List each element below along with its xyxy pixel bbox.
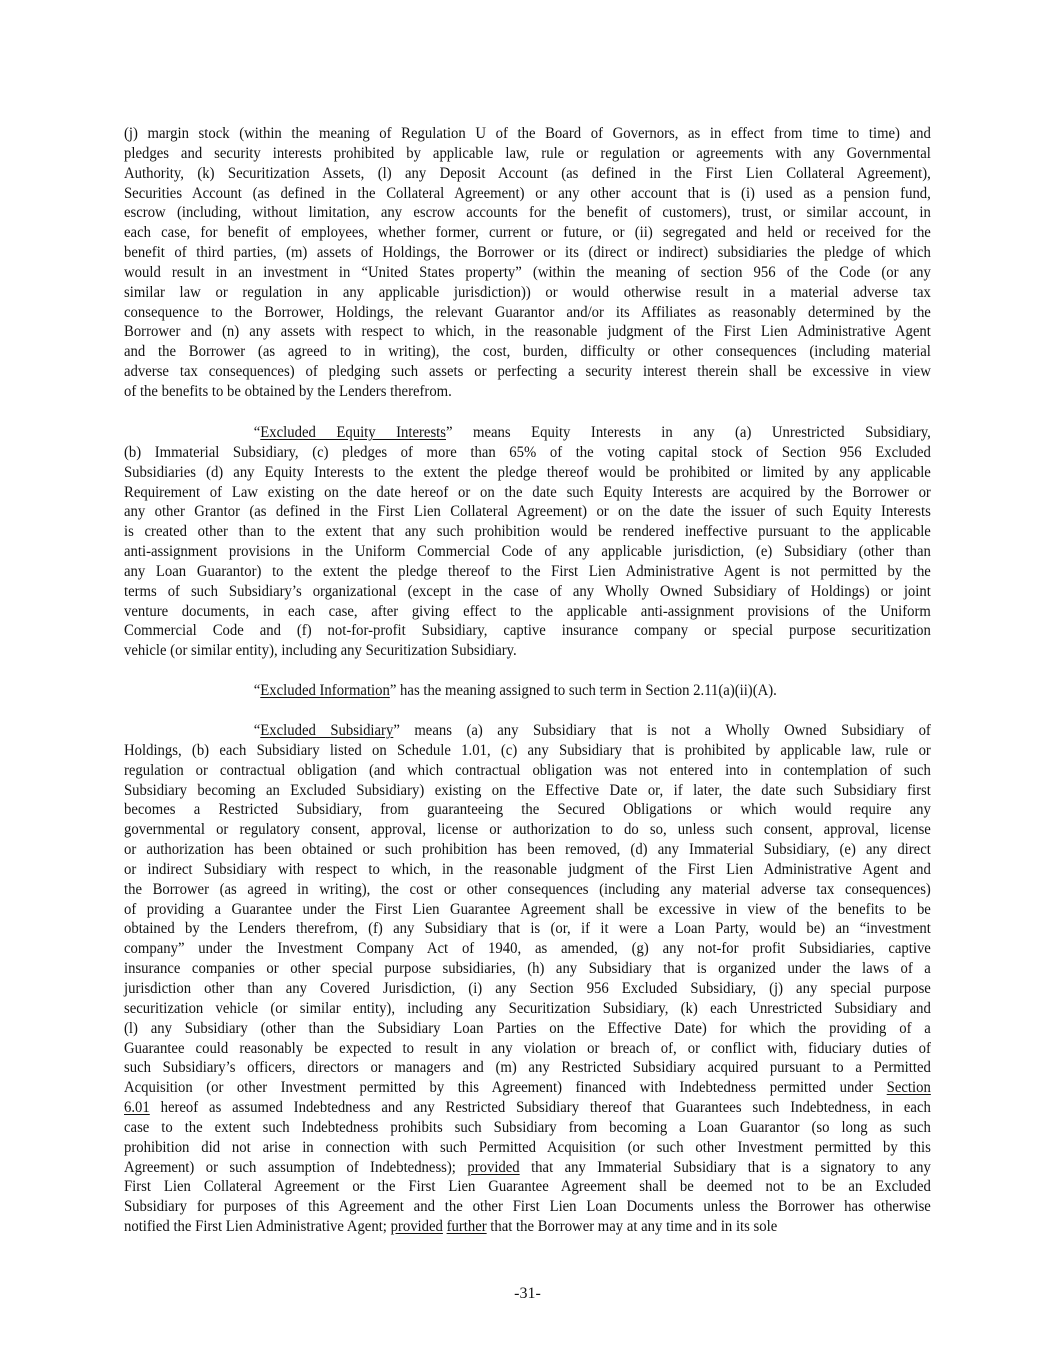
text-line	[124, 880, 931, 900]
text-run: vehicle (or similar entity), including any Securitization Subsidiary.	[124, 642, 517, 660]
underlined-term: Excluded Information	[260, 682, 390, 699]
text-line	[124, 1098, 931, 1118]
text-line	[124, 223, 931, 243]
text-run: venture documents, in each case, after giving effect to the applicable anti-assignment provisions of the Uniform	[124, 602, 931, 620]
text-run: any other Grantor (as defined in the First Lien Collateral Agreement) or on the date the issuer of such Equity Interests	[124, 503, 931, 521]
text-line	[124, 781, 931, 801]
underlined-term: further	[446, 1218, 487, 1236]
text-run: would result in an investment in “United States property” (within the meaning of section 956 of the Code (or any	[124, 263, 931, 281]
text-line	[124, 203, 931, 223]
text-run: Subsidiary for purposes of this Agreement and the other First Lien Loan Documents unless the Borrower has otherwise	[124, 1198, 931, 1216]
text-run: jurisdiction other than any Covered Jurisdiction, (i) any Section 956 Excluded Subsidiary, (j) any special purpose	[124, 979, 931, 997]
text-line	[124, 124, 931, 144]
underlined-term: provided	[467, 1158, 520, 1176]
text-run: insurance companies or other special purpose subsidiaries, (h) any Subsidiary that is organized under the laws of a	[124, 960, 931, 978]
text-run: regulation or contractual obligation (and which contractual obligation was not entered into in contemplation of such	[124, 761, 931, 779]
underlined-term: provided	[390, 1218, 443, 1236]
text-run: Guarantee could reasonably be expected to result in any violation or breach of, or conflict with, fiduciary duties of	[124, 1039, 931, 1057]
text-run: that any Immaterial Subsidiary that is a signatory to any	[519, 1158, 931, 1176]
text-line	[124, 820, 931, 840]
text-run: any Loan Guarantor) to the extent the pledge thereof to the First Lien Administrative Agent is not permitted by the	[124, 562, 931, 580]
text-run: such Subsidiary’s officers, directors or managers and (m) any Restricted Subsidiary acquired pursuant to a Permitted	[124, 1059, 931, 1077]
text-run: each case, for benefit of employees, whether former, current or future, or (ii) segregated and held or received for the	[124, 224, 931, 242]
text-line	[124, 919, 931, 939]
text-run: obtained by the Lenders therefrom, (f) any Subsidiary that is (or, if it were a Loan Party, would be) an “investment	[124, 920, 931, 938]
paragraph-excluded-assets-continued	[124, 124, 931, 402]
text-line	[124, 900, 931, 920]
text-line	[124, 443, 931, 463]
text-run: Requirement of Law existing on the date hereof or on the date such Equity Interests are acquired by the Borrower or	[124, 483, 931, 501]
text-run: and the Borrower (as agreed to in writing), the cost, burden, difficulty or other consequences (including material	[124, 343, 931, 361]
text-line	[124, 582, 931, 602]
text-run: ” has the meaning assigned to such term in Section 2.11(a)(ii)(A).	[389, 682, 777, 699]
text-line	[124, 243, 931, 263]
text-run: First Lien Collateral Agreement or the First Lien Guarantee Agreement shall be deemed not to be an Excluded	[124, 1178, 931, 1196]
text-run: Authority, (k) Securitization Assets, (l) any Deposit Account (as defined in the First Lien Collateral Agreement),	[124, 164, 931, 182]
text-line	[124, 542, 931, 562]
text-line	[124, 522, 931, 542]
text-line	[124, 303, 931, 323]
text-run: the Borrower (as agreed in writing), the cost or other consequences (including any material adverse tax consequences)	[124, 880, 931, 898]
text-line	[124, 362, 931, 382]
text-run: securitization vehicle (or similar entity), including any Securitization Subsidiary, (k) each Unrestricted Subsidiary and	[124, 999, 931, 1017]
text-line	[124, 562, 931, 582]
text-line	[124, 1118, 931, 1138]
text-line	[124, 463, 931, 483]
text-line	[124, 641, 931, 661]
text-line	[124, 979, 931, 999]
text-run: “	[253, 424, 261, 441]
text-run: “	[253, 682, 261, 699]
text-run: escrow (including, without limitation, any escrow accounts for the benefit of customers), trust, or similar account, in	[124, 204, 931, 222]
text-line	[124, 840, 931, 860]
text-line	[124, 721, 931, 741]
underlined-term: Excluded Subsidiary	[260, 722, 394, 739]
text-run: similar law or regulation in any applicable jurisdiction)) or would otherwise result in a material adverse tax	[124, 283, 931, 301]
text-run: of providing a Guarantee under the First Lien Guarantee Agreement shall be excessive in view of the benefits to be	[124, 900, 931, 918]
text-line	[124, 939, 931, 959]
text-line	[124, 800, 931, 820]
text-line	[124, 502, 931, 522]
text-run: of the benefits to be obtained by the Lenders therefrom.	[124, 382, 452, 400]
definition-excluded-subsidiary	[124, 721, 931, 1237]
text-line	[124, 761, 931, 781]
text-line	[124, 1019, 931, 1039]
text-line	[124, 322, 931, 342]
text-run: or authorization has been obtained or such prohibition has been removed, (d) any Immaterial Subsidiary, (e) any direct	[124, 841, 931, 859]
text-line	[124, 681, 931, 701]
text-line	[124, 621, 931, 641]
text-line	[124, 184, 931, 204]
text-line	[124, 382, 931, 402]
text-run: consequence to the Borrower, Holdings, the relevant Guarantor and/or its Affiliates as reasonably determined by the	[124, 303, 931, 321]
text-run: ” means Equity Interests in any (a) Unrestricted Subsidiary,	[446, 424, 931, 441]
text-run: Securities Account (as defined in the Collateral Agreement) or any other account that is (i) used as a pension fund,	[124, 184, 931, 202]
text-run: that the Borrower may at any time and in its sole	[486, 1218, 778, 1236]
text-line	[124, 1217, 931, 1237]
definition-excluded-equity-interests	[124, 423, 931, 661]
text-line	[124, 1039, 931, 1059]
text-line	[124, 144, 931, 164]
text-run: notified the First Lien Administrative Agent;	[124, 1218, 391, 1236]
text-run: anti-assignment provisions in the Uniform Commercial Code of any applicable jurisdiction, (e) Subsidiary (other than	[124, 543, 931, 561]
text-line	[124, 999, 931, 1019]
text-run: or indirect Subsidiary with respect to which, in the reasonable judgment of the First Lien Administrative Agent and	[124, 860, 931, 878]
text-run: “	[253, 722, 261, 739]
text-line	[124, 1138, 931, 1158]
text-run: Borrower and (n) any assets with respect to which, in the reasonable judgment of the First Lien Administrative Agent	[124, 323, 931, 341]
text-line	[124, 1177, 931, 1197]
text-run: benefit of third parties, (m) assets of Holdings, the Borrower or its (direct or indirect) subsidiaries the pledge of which	[124, 244, 931, 262]
text-line	[124, 959, 931, 979]
text-line	[124, 263, 931, 283]
text-line	[124, 1058, 931, 1078]
text-run: (b) Immaterial Subsidiary, (c) pledges of more than 65% of the voting capital stock of Section 956 Excluded	[124, 443, 931, 461]
text-line	[124, 164, 931, 184]
text-run: Acquisition (or other Investment permitted by this Agreement) financed with Indebtedness permitted under	[124, 1079, 887, 1097]
text-run: (l) any Subsidiary (other than the Subsidiary Loan Parties on the Effective Date) for which the providing of a	[124, 1019, 931, 1037]
text-run: hereof as assumed Indebtedness and any Restricted Subsidiary thereof that Guarantees such Indebtedness, in each	[149, 1099, 931, 1117]
text-run: Holdings, (b) each Subsidiary listed on Schedule 1.01, (c) any Subsidiary that is prohibited by applicable law, rule or	[124, 741, 931, 759]
underlined-term: 6.01	[124, 1099, 150, 1117]
text-line	[124, 423, 931, 443]
text-run: terms of such Subsidiary’s organizational (except in the case of any Wholly Owned Subsidiary of Holdings) or joint	[124, 582, 931, 600]
text-run: governmental or regulatory consent, approval, license or authorization to do so, unless such consent, approval, license	[124, 821, 931, 839]
text-line	[124, 860, 931, 880]
underlined-term: Section	[886, 1079, 931, 1097]
text-line	[124, 283, 931, 303]
text-line	[124, 741, 931, 761]
text-run: Commercial Code and (f) not-for-profit Subsidiary, captive insurance company or special purpose securitization	[124, 622, 931, 640]
text-line	[124, 1197, 931, 1217]
text-run: becomes a Restricted Subsidiary, from guaranteeing the Secured Obligations or which would require any	[124, 801, 931, 819]
text-line	[124, 342, 931, 362]
text-run: Agreement) or such assumption of Indebtedness);	[124, 1158, 468, 1176]
text-run: adverse tax consequences) of pledging such assets or perfecting a security interest therein shall be excessive in view	[124, 363, 931, 381]
text-line	[124, 1158, 931, 1178]
text-line	[124, 483, 931, 503]
text-run: is created other than to the extent that any such prohibition would be rendered ineffective pursuant to the applicable	[124, 523, 931, 541]
text-run: Subsidiaries (d) any Equity Interests to the extent the pledge thereof would be prohibited or limited by any applicable	[124, 463, 931, 481]
text-run: pledges and security interests prohibited by applicable law, rule or regulation or agreements with any Governmental	[124, 144, 931, 162]
text-run: prohibition did not arise in connection with such Permitted Acquisition (or such other Investment permitted by this	[124, 1138, 931, 1156]
text-run: ” means (a) any Subsidiary that is not a Wholly Owned Subsidiary of	[393, 722, 931, 739]
text-line	[124, 1078, 931, 1098]
text-run: (j) margin stock (within the meaning of Regulation U of the Board of Governors, as in effect from time to time) and	[124, 125, 931, 142]
underlined-term: Excluded Equity Interests	[260, 424, 446, 441]
text-line	[124, 602, 931, 622]
text-run: Subsidiary becoming an Excluded Subsidiary) existing on the Effective Date or, if later, the date such Subsidiary first	[124, 781, 931, 799]
page-number: -31-	[514, 1285, 541, 1302]
definition-excluded-information	[124, 681, 931, 701]
text-run: case to the extent such Indebtedness prohibits such Subsidiary from becoming a Loan Guarantor (so long as such	[124, 1118, 931, 1136]
text-run: company” under the Investment Company Act of 1940, as amended, (g) any not-for profit Subsidiaries, captive	[124, 940, 931, 958]
